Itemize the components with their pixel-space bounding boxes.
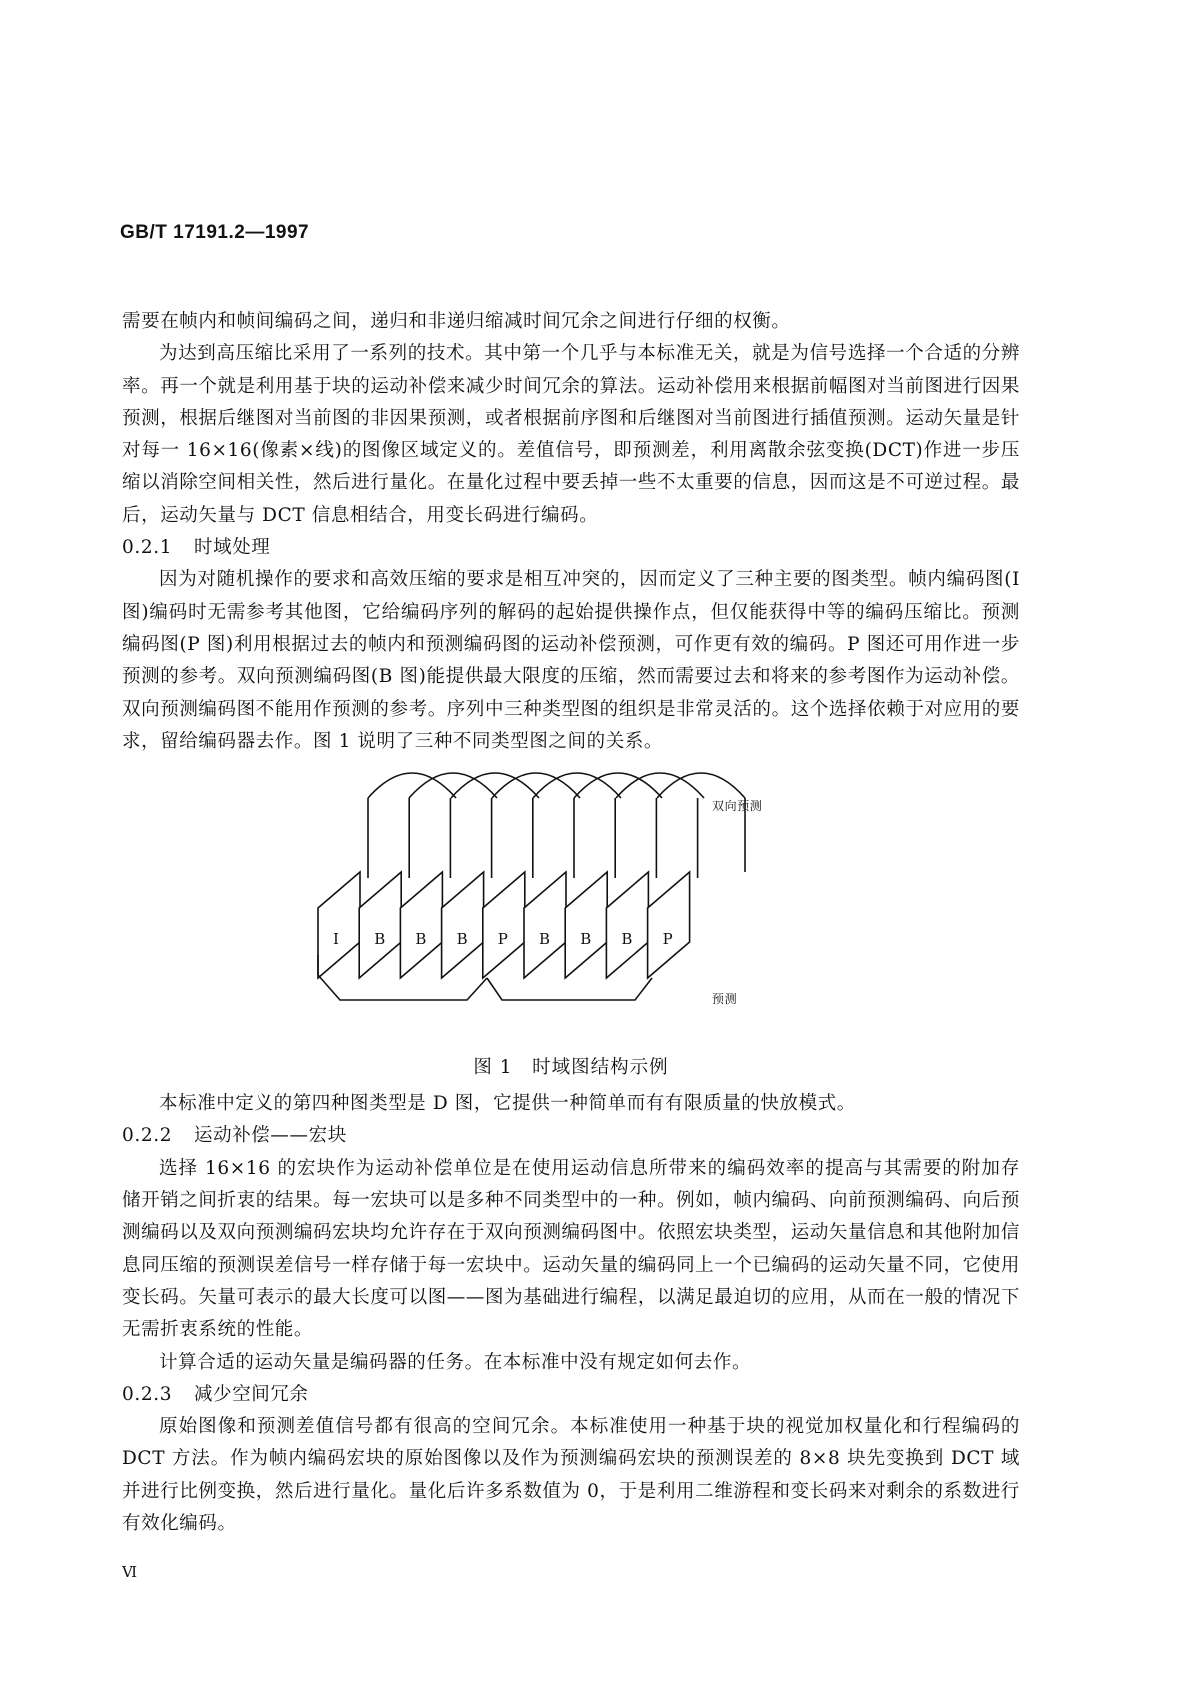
frame-label: B — [374, 930, 386, 949]
frame-i — [318, 872, 360, 978]
frame-label: B — [415, 930, 428, 949]
paragraph: 需要在帧内和帧间编码之间，递归和非递归缩减时间冗余之间进行仔细的权衡。 — [122, 311, 791, 332]
frame-p — [648, 872, 690, 978]
paragraph: 计算合适的运动矢量是编码器的任务。在本标准中没有规定如何去作。 — [159, 1351, 752, 1373]
frame-label: I — [333, 930, 340, 949]
frame-b — [565, 872, 607, 978]
section-number: 0.2.2 — [122, 1125, 173, 1147]
paragraph: 为达到高压缩比采用了一系列的技术。其中第一个几乎与本标准无关，就是为信号选择一个合适的分辨率。再一个就是利用基于块的运动补偿来减少时间冗余的算法。运动补偿用来根据前幅图对当前图进行因果预测，根据后继图对当前图的非因果预测，或者根据前序图和后继图对当前图进行插值预测。运动矢量是针对每一 16×16(像素×线)的图像区域定义的。差值信号，即预测差，利用离散余弦变换(DCT)作进一步压缩以消除空间相关性，然后进行量化。在量化过程中要丢掉一些不太重要的信息，因而这是不可逆过程。最后，运动矢量与 DCT 信息相结合，用变长码进行编码。 — [122, 343, 1020, 526]
frame-b — [524, 872, 566, 978]
frame-label: B — [580, 930, 592, 949]
frame-label: B — [456, 930, 469, 949]
frame-b — [359, 872, 401, 978]
body-text — [122, 306, 1020, 1540]
section-title: 减少空间冗余 — [194, 1383, 309, 1405]
gop-diagram — [312, 760, 832, 1050]
section-heading-023 — [122, 1379, 1020, 1411]
figure-1 — [122, 758, 1020, 1088]
label-bidirectional: 双向预测 — [712, 799, 763, 814]
section-heading-021 — [122, 532, 1020, 564]
prediction-bracket — [487, 978, 652, 1000]
section-number: 0.2.1 — [122, 537, 173, 559]
label-prediction: 预测 — [712, 992, 738, 1007]
frame-b — [606, 872, 648, 978]
frame-label: P — [497, 930, 509, 949]
section-heading-022 — [122, 1120, 1020, 1152]
page-number: Ⅵ — [122, 1563, 138, 1581]
paragraph: 原始图像和预测差值信号都有很高的空间冗余。本标准使用一种基于块的视觉加权量化和行程编码的 DCT 方法。作为帧内编码宏块的原始图像以及作为预测编码宏块的预测误差的 8×8 块先变换到 DCT 域并进行比例变换，然后进行量化。量化后许多系数值为 0，于是利用二维游程和变长码来对剩余的系数进行有效化编码。 — [122, 1416, 1020, 1535]
section-title: 运动补偿——宏块 — [194, 1125, 347, 1147]
figure-caption: 图 1 时域图结构示例 — [473, 1057, 669, 1079]
paragraph: 选择 16×16 的宏块作为运动补偿单位是在使用运动信息所带来的编码效率的提高与其需要的附加存储开销之间折衷的结果。每一宏块可以是多种不同类型中的一种。例如，帧内编码、向前预测编码、向后预测编码以及双向预测编码宏块均允许存在于双向预测编码图中。依照宏块类型，运动矢量信息和其他附加信息同压缩的预测误差信号一样存储于每一宏块中。运动矢量的编码同上一个已编码的运动矢量不同，它使用变长码。矢量可表示的最大长度可以图——图为基础进行编程，以满足最迫切的应用，从而在一般的情况下无需折衷系统的性能。 — [122, 1157, 1020, 1341]
paragraph: 本标准中定义的第四种图类型是 D 图，它提供一种简单而有有限质量的快放模式。 — [159, 1093, 856, 1115]
section-title: 时域处理 — [194, 537, 271, 559]
frame-p — [483, 872, 525, 978]
frame-b — [400, 872, 442, 978]
standard-id: GB/T 17191.2—1997 — [120, 222, 310, 243]
frame-label: B — [539, 930, 551, 949]
frame-b — [442, 872, 484, 978]
paragraph: 因为对随机操作的要求和高效压缩的要求是相互冲突的，因而定义了三种主要的图类型。帧内编码图(I 图)编码时无需参考其他图，它给编码序列的解码的起始提供操作点，但仅能获得中等的编码压缩比。预测编码图(P 图)利用根据过去的帧内和预测编码图的运动补偿预测，可作更有效的编码。P 图还可用作进一步预测的参考。双向预测编码图(B 图)能提供最大限度的压缩，然而需要过去和将来的参考图作为运动补偿。双向预测编码图不能用作预测的参考。序列中三种类型图的组织是非常灵活的。这个选择依赖于对应用的要求，留给编码器去作。图 1 说明了三种不同类型图之间的关系。 — [122, 569, 1020, 752]
frame-label: P — [662, 930, 674, 949]
frame-label: B — [621, 930, 634, 949]
section-number: 0.2.3 — [122, 1383, 173, 1405]
